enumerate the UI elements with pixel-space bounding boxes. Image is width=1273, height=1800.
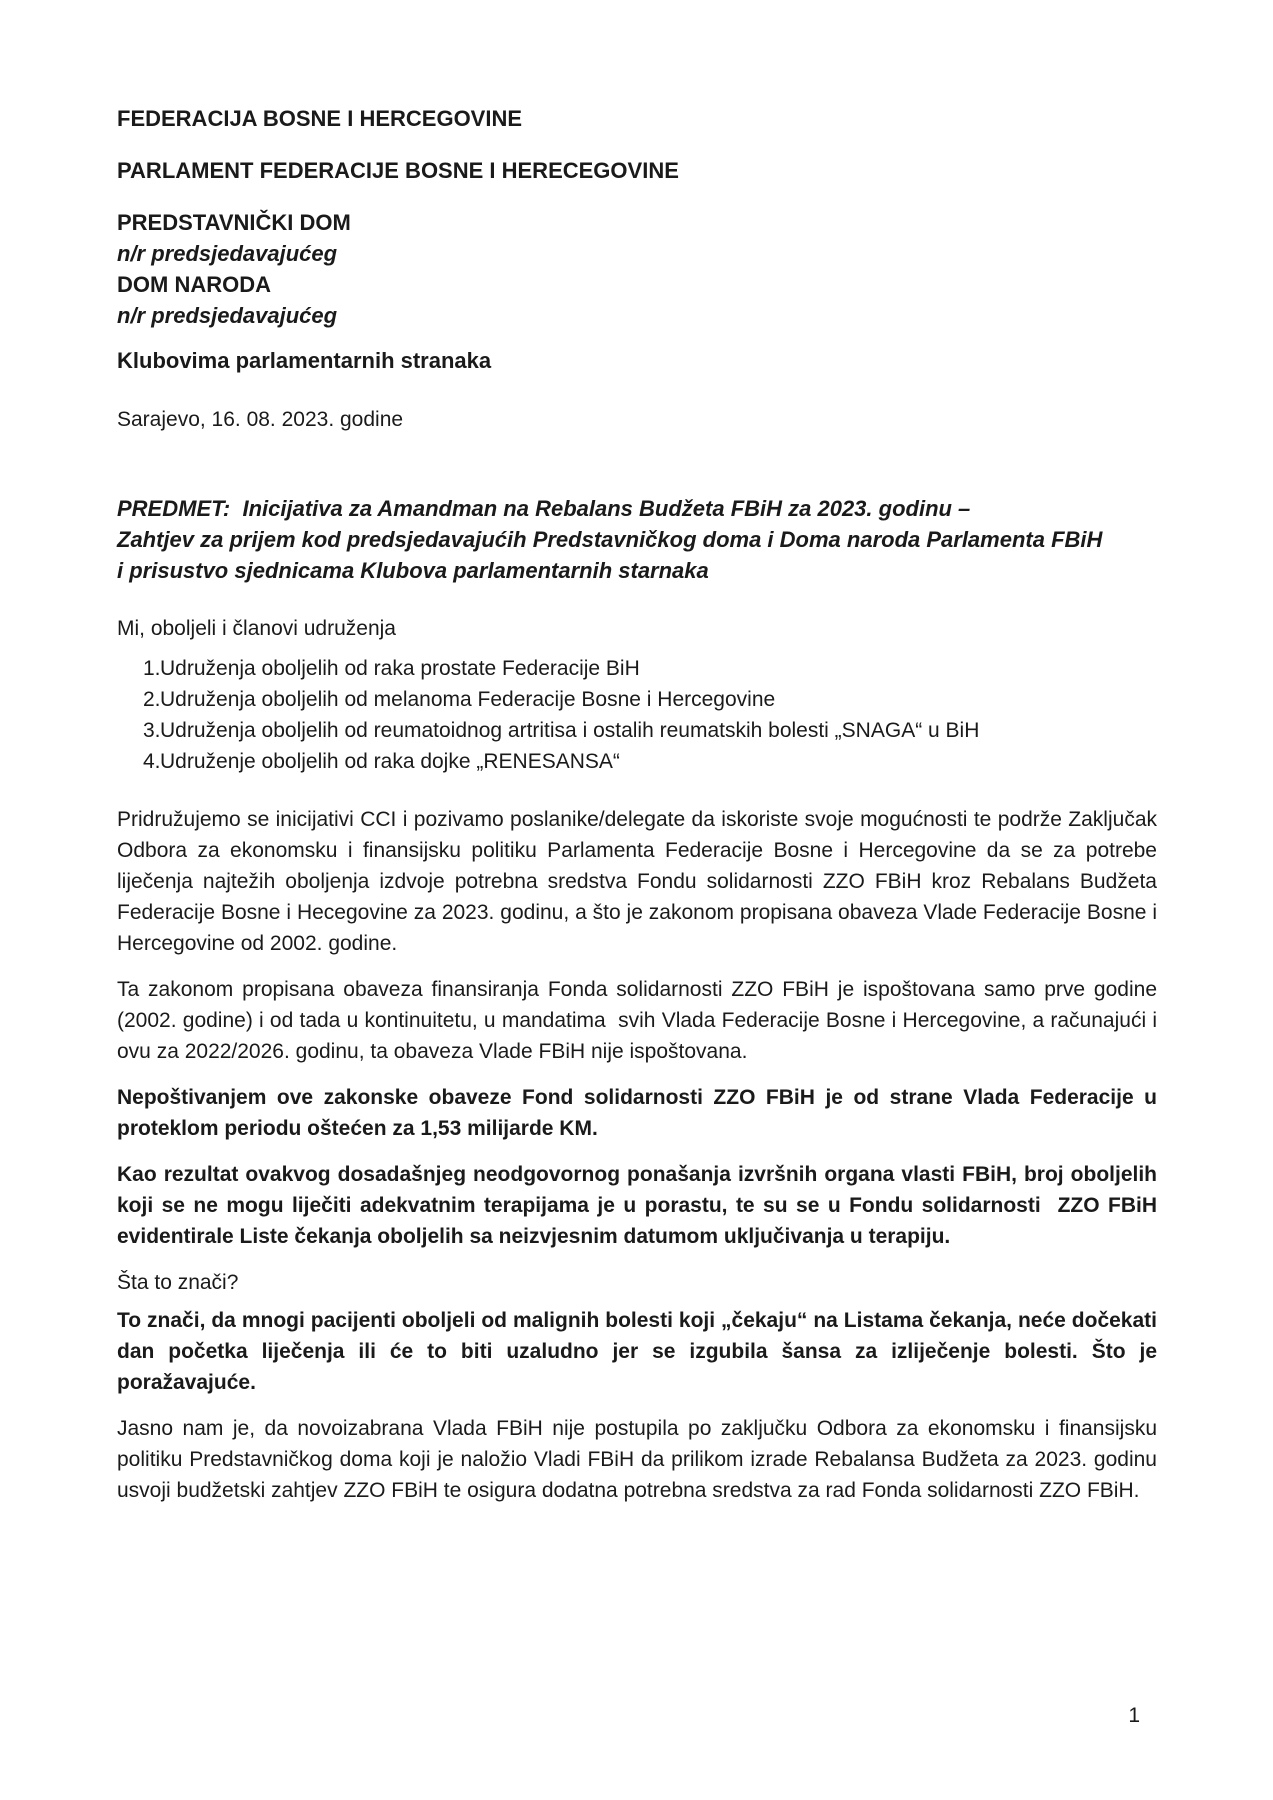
- list-item-association-4: [117, 746, 1157, 777]
- date-place-line: Sarajevo, 16. 08. 2023. godine: [117, 408, 404, 431]
- associations-list: [117, 653, 1157, 777]
- document-content: [117, 103, 1163, 1506]
- subject-line-2: Zahtjev za prijem kod predsjedavajućih Predstavničkog doma i Doma naroda Parlamenta FBiH: [117, 527, 1103, 552]
- paragraph-government-failure: Jasno nam je, da novoizabrana Vlada FBiH nije postupila po zaključku Odbora za ekonomsku i finansijsku politiku Predstavničkog doma koji je naložio Vladi FBiH da prilikom izrade Rebalansa Budžeta za 2023. godinu usvoji budžetski zahtjev ZZO FBiH te osigura dodatna potrebna sredstva za rad Fonda solidarnosti ZZO FBiH.: [117, 1417, 1163, 1502]
- paragraph-initiative-support: Pridružujemo se inicijativi CCI i pozivamo poslanike/delegate da iskoriste svoje mogućnosti te podrže Zaključak Odbora za ekonomsku i finansijsku politiku Parlamenta Federacije Bosne i Hercegovine da se za potrebe liječenja najtežih oboljenja izdvoje potrebna sredstva Fondu solidarnosti ZZO FBiH kroz Rebalans Budžeta Federacije Bosne i Hecegovine za 2023. godinu, a što je zakonom propisana obaveza Vlade Federacije Bosne i Hercegovine od 2002. godine.: [117, 808, 1163, 955]
- header-federation-line: FEDERACIJA BOSNE I HERCEGOVINE: [117, 106, 523, 131]
- list-number: 4.: [143, 750, 161, 773]
- header-house-of-peoples: DOM NARODA: [117, 272, 271, 297]
- paragraph-fund-damage: Nepoštivanjem ove zakonske obaveze Fond solidarnosti ZZO FBiH je od strane Vlada Federacije u proteklom periodu oštećen za 1,53 milijarde KM.: [117, 1086, 1163, 1140]
- header-house-of-representatives: PREDSTAVNIČKI DOM: [117, 210, 351, 235]
- subject-block: [117, 493, 1157, 586]
- list-text: Udruženje oboljelih od raka dojke „RENESANSA“: [160, 750, 620, 773]
- paragraph-question: Šta to znači?: [117, 1271, 239, 1294]
- header-parliament-line: PARLAMENT FEDERACIJE BOSNE I HERECEGOVINE: [117, 158, 679, 183]
- list-number: 1.: [143, 657, 161, 680]
- list-number: 3.: [143, 719, 161, 742]
- list-text: Udruženja oboljelih od reumatoidnog artritisa i ostalih reumatskih bolesti „SNAGA“ u BiH: [160, 719, 980, 742]
- list-item-association-1: [117, 653, 1157, 684]
- header-party-clubs: Klubovima parlamentarnih stranaka: [117, 348, 492, 373]
- letter-header: [117, 103, 1157, 376]
- header-attn-chairman-1: n/r predsjedavajućeg: [117, 241, 338, 266]
- header-attn-chairman-2: n/r predsjedavajućeg: [117, 303, 338, 328]
- paragraph-waiting-lists: Kao rezultat ovakvog dosadašnjeg neodgovornog ponašanja izvršnih organa vlasti FBiH, broj oboljelih koji se ne mogu liječiti adekvatnim terapijama je u porastu, te su se u Fondu solidarnosti ZZO FBiH evidentirale Liste čekanja oboljelih sa neizvjesnim datumom uključivanja u terapiju.: [117, 1163, 1163, 1248]
- list-text: Udruženja oboljelih od melanoma Federacije Bosne i Hercegovine: [160, 688, 776, 711]
- subject-line-3: i prisustvo sjednicama Klubova parlamentarnih starnaka: [117, 558, 709, 583]
- page-number: 1: [1128, 1704, 1140, 1727]
- intro-line: Mi, oboljeli i članovi udruženja: [117, 617, 396, 640]
- paragraph-legal-obligation: Ta zakonom propisana obaveza finansiranja Fonda solidarnosti ZZO FBiH je ispoštovana samo prve godine (2002. godine) i od tada u kontinuitetu, u mandatima svih Vlada Federacije Bosne i Hercegovine, a računajući i ovu za 2022/2026. godinu, ta obaveza Vlade FBiH nije ispoštovana.: [117, 978, 1163, 1063]
- list-item-association-3: [117, 715, 1157, 746]
- list-number: 2.: [143, 688, 161, 711]
- paragraph-consequences: To znači, da mnogi pacijenti oboljeli od malignih bolesti koji „čekaju“ na Listama čekanja, neće dočekati dan početka liječenja ili će to biti uzaludno jer se izgubila šansa za izliječenje bolesti. Što je poražavajuće.: [117, 1309, 1163, 1394]
- list-item-association-2: [117, 684, 1157, 715]
- subject-line-1: PREDMET: Inicijativa za Amandman na Rebalans Budžeta FBiH za 2023. godinu –: [117, 496, 971, 521]
- list-text: Udruženja oboljelih od raka prostate Federacije BiH: [160, 657, 640, 680]
